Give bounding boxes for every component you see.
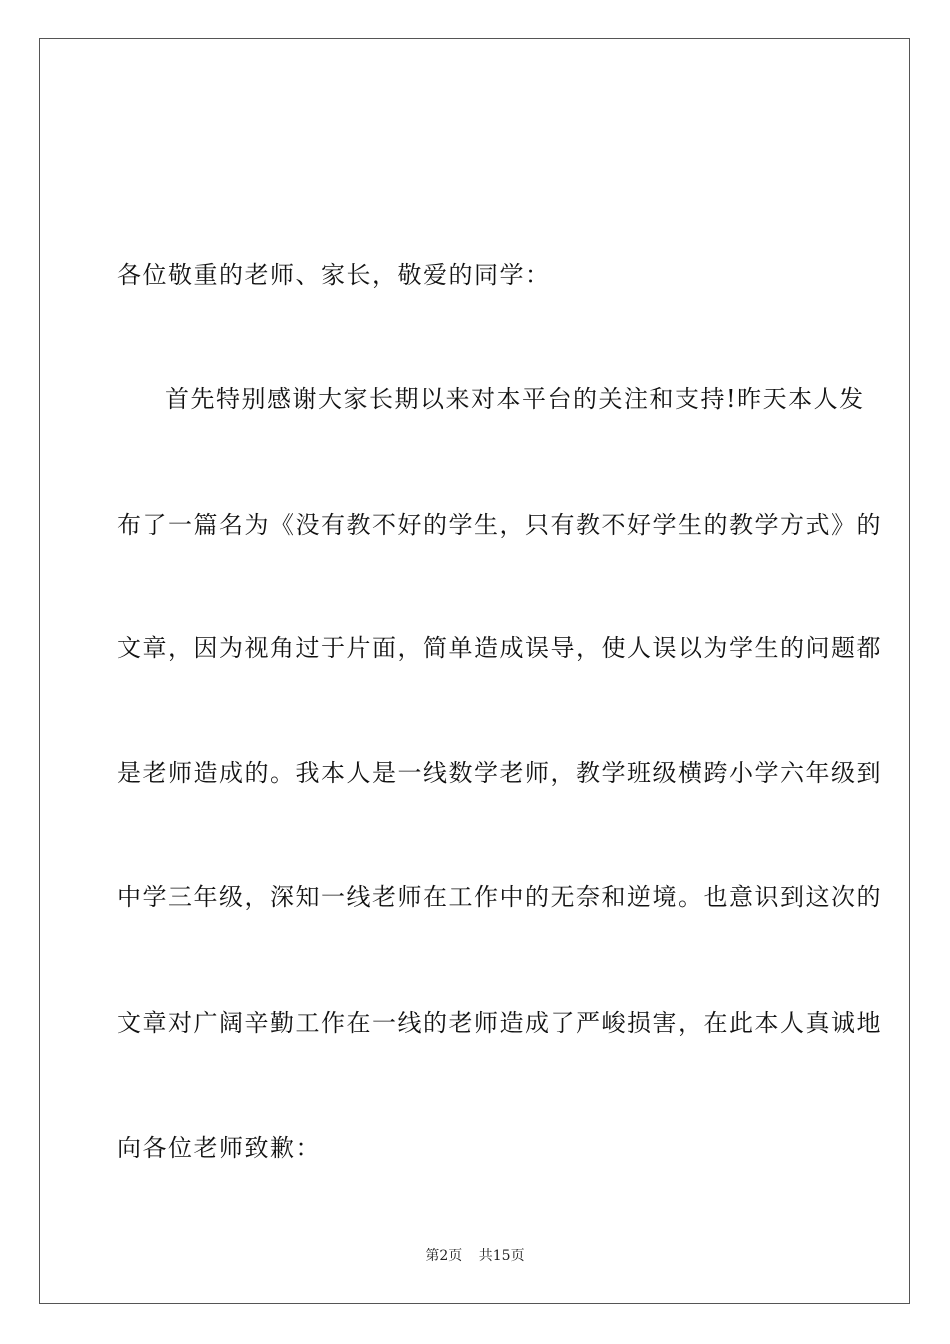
paragraph-line-5: 中学三年级，深知一线老师在工作中的无奈和逆境。也意识到这次的	[117, 883, 882, 911]
paragraph-line-4: 是老师造成的。我本人是一线数学老师，教学班级横跨小学六年级到	[117, 759, 882, 787]
paragraph-line-1: 首先特别感谢大家长期以来对本平台的关注和支持!昨天本人发	[165, 385, 865, 413]
salutation: 各位敬重的老师、家长，敬爱的同学：	[117, 261, 551, 289]
paragraph-line-3: 文章，因为视角过于片面，简单造成误导，使人误以为学生的问题都	[117, 634, 882, 662]
paragraph-line-7: 向各位老师致歉：	[117, 1134, 321, 1162]
page-border	[39, 38, 910, 1304]
page-footer	[0, 1247, 950, 1265]
paragraph-line-2: 布了一篇名为《没有教不好的学生，只有教不好学生的教学方式》的	[117, 511, 882, 539]
page-total: 共15页	[478, 1248, 525, 1264]
paragraph-line-6: 文章对广阔辛勤工作在一线的老师造成了严峻损害，在此本人真诚地	[117, 1009, 882, 1037]
page-number: 第2页	[425, 1248, 463, 1264]
